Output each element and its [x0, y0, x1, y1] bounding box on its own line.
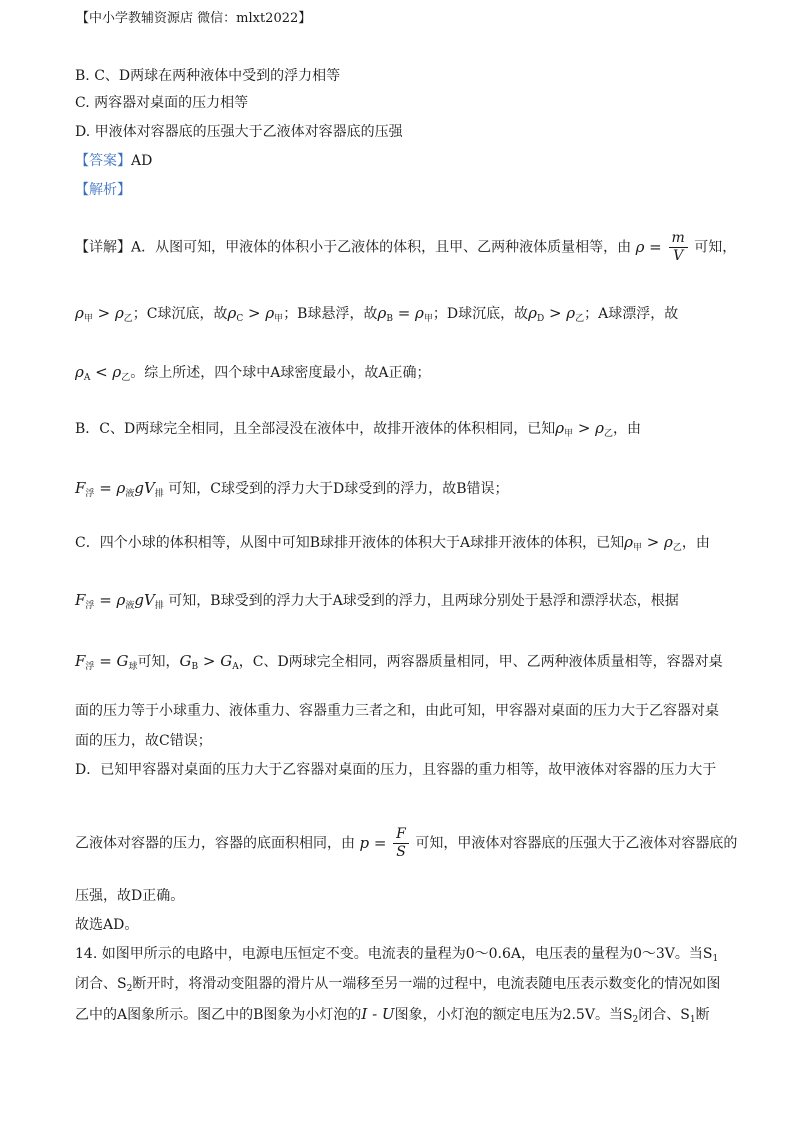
answer-line	[75, 151, 152, 171]
buoyancy-formula: $F_浮 = \rho_液gV_排$	[75, 479, 164, 499]
text-span: ，由	[613, 421, 642, 437]
text-span: ；A球漂浮，故	[584, 306, 679, 322]
text-span: 可知，	[694, 239, 737, 256]
subscript: 2	[632, 1015, 639, 1025]
text-span: 可知，	[137, 654, 180, 670]
text-span: 可知，C球受到的浮力大于D球受到的浮力，故B错误；	[168, 481, 509, 497]
iu-label: I - U	[361, 1005, 395, 1023]
detail-d-line-1: D．已知甲容器对桌面的压力大于乙容器对桌面的压力，且容器的重力相等，故甲液体对容器的压力大于	[75, 762, 717, 778]
text-span: B．C、D两球完全相同，且全部浸没在液体中，故排开液体的体积相同，已知	[75, 421, 556, 437]
formula: $\rho_甲 > \rho_乙$	[75, 304, 133, 324]
detail-c-line-4: 面的压力等于小球重力、液体重力、容器重力三者之和，由此可知，甲容器对桌面的压力大于乙容器对桌	[75, 703, 719, 719]
text-span: 闭合、S	[75, 976, 127, 992]
analysis-tag: 【解析】	[75, 182, 131, 198]
text-span: C．四个小球的体积相等，从图中可知B球排开液体的体积大于A球排开液体的体积，已知	[75, 535, 625, 551]
option-d: D. 甲液体对容器底的压强大于乙液体对容器底的压强	[75, 124, 403, 140]
text-span: ，由	[681, 535, 710, 551]
detail-c-line-3	[75, 651, 723, 677]
text-span: ，C、D两球完全相同，两容器质量相同，甲、乙两种液体质量相等，容器对桌	[238, 654, 723, 670]
text-span: 乙中的A图象所示。图乙中的B图象为小灯泡的	[75, 1007, 362, 1023]
detail-d-line-2	[75, 826, 737, 861]
q14-line-3	[75, 1004, 710, 1030]
option-b: B. C、D两球在两种液体中受到的浮力相等	[75, 68, 341, 84]
text-span: 断开时，将滑动变阻器的滑片从一端移至另一端的过程中，电流表随电压表示数变化的情况如图	[132, 976, 721, 992]
detail-b-line-2	[75, 478, 509, 504]
option-c: C. 两容器对桌面的压力相等	[75, 95, 249, 111]
buoyancy-formula: $F_浮 = \rho_液gV_排$	[75, 591, 164, 611]
detail-c-line-5: 面的压力，故C错误；	[75, 733, 212, 749]
formula: $\rho_B = \rho_甲$	[377, 304, 433, 324]
text-span: ；C球沉底，故	[132, 306, 228, 322]
text-span: 可知，B球受到的浮力大于A球受到的浮力，且两球分别处于悬浮和漂浮状态，根据	[168, 593, 679, 609]
q14-line-2	[75, 974, 720, 999]
text-span: ；D球沉底，故	[432, 306, 529, 322]
detail-a-line-2	[75, 303, 678, 329]
text-span: ；B球悬浮，故	[283, 306, 378, 322]
formula: $\rho_D > \rho_乙$	[528, 304, 585, 324]
text-span: 闭合、S	[638, 1007, 690, 1023]
pressure-formula: p = $\frac{F}{S}$	[359, 834, 410, 852]
q14-line-1	[75, 944, 718, 969]
text-span: 。综上所述，四个球中A球密度最小，故A正确；	[130, 365, 431, 381]
detail-d-line-3: 压强，故D正确。	[75, 888, 185, 904]
detail-c-line-2	[75, 590, 679, 616]
text-span: 乙液体对容器的压力，容器的底面积相同，由	[75, 835, 355, 852]
density-formula: ρ = $\frac{m}{V}$	[636, 238, 690, 256]
conclusion: 故选AD。	[75, 917, 139, 933]
detail-a-line-3	[75, 362, 431, 388]
text-span: 【详解】A．从图可知，甲液体的体积小于乙液体的体积，且甲、乙两种液体质量相等，由	[75, 239, 632, 256]
subscript: 1	[689, 1015, 696, 1025]
formula: $\rho_A < \rho_乙$	[75, 363, 131, 383]
answer-value: AD	[131, 153, 153, 169]
text-span: 14. 如图甲所示的电路中，电源电压恒定不变。电流表的量程为0～0.6A，电压表的量程为0～3V。当S	[75, 946, 713, 962]
answer-tag: 【答案】	[75, 153, 131, 169]
detail-c-line-1	[75, 532, 710, 558]
subscript: 2	[126, 984, 133, 994]
detail-a-line-1	[75, 230, 736, 265]
formula: $\rho_甲 > \rho_乙$	[624, 533, 682, 553]
detail-b-line-1	[75, 418, 641, 444]
subscript: 1	[712, 954, 719, 964]
formula: $\rho_甲 > \rho_乙$	[555, 419, 614, 439]
page-header: 【中小学教辅资源店 微信：mlxt2022】	[76, 11, 312, 26]
text-span: 可知，甲液体对容器底的压强大于乙液体对容器底的	[415, 835, 738, 852]
text-span: 断	[695, 1007, 710, 1023]
formula: $F_浮 = G_球$	[75, 652, 138, 672]
formula: $G_B > G_A$	[179, 652, 239, 672]
text-span: 图象，小灯泡的额定电压为2.5V。当S	[394, 1007, 633, 1023]
formula: $\rho_C > \rho_甲$	[227, 304, 284, 324]
